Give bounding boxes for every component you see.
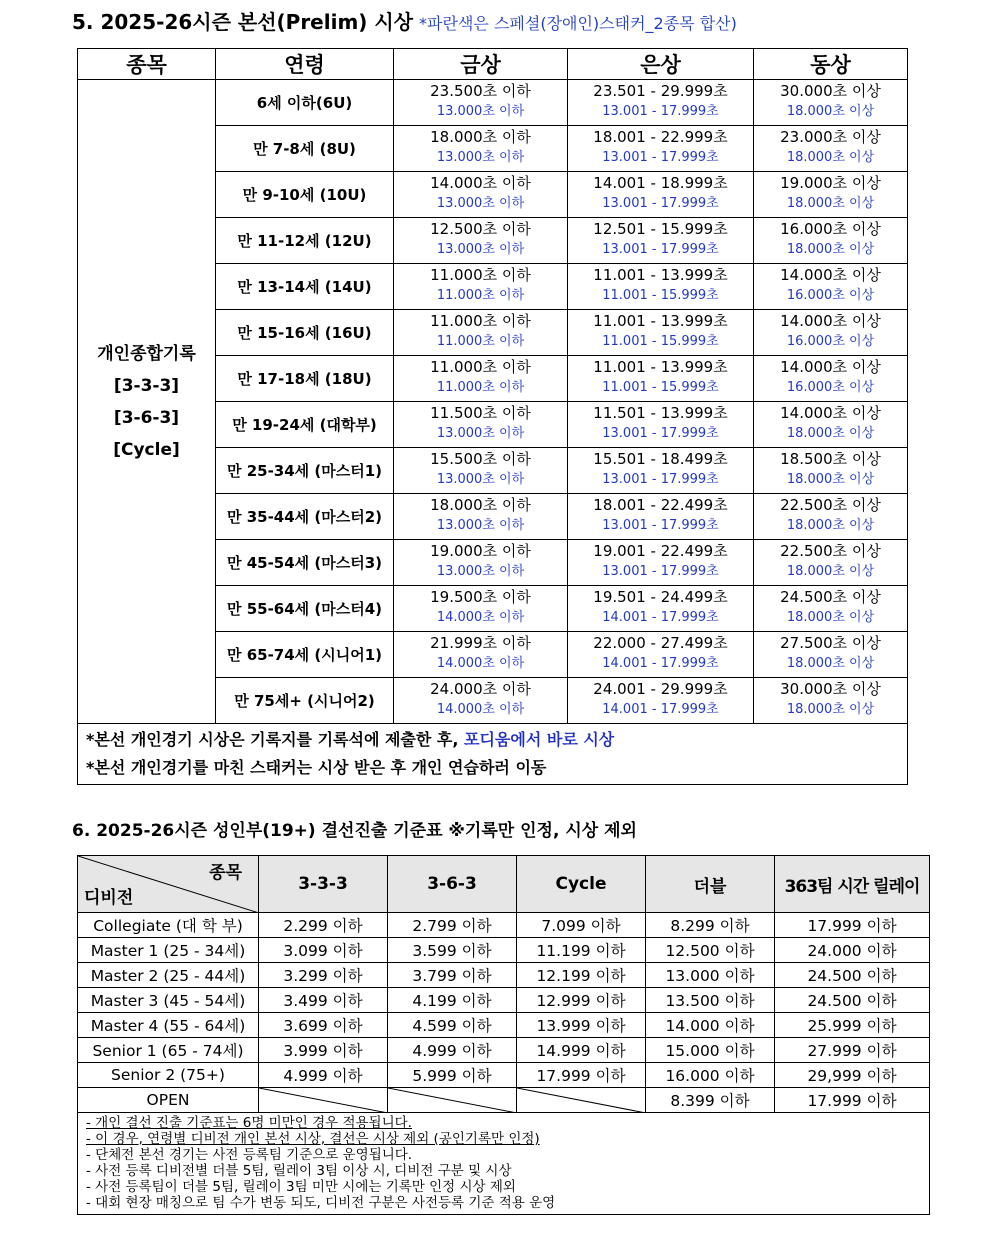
bronze-award-special-time: 16.000초 이상 <box>786 380 875 395</box>
event-category <box>78 80 216 724</box>
cutoff-333: 3.999 이하 <box>259 1038 388 1063</box>
section5-title <box>72 6 737 35</box>
bronze-award-special-time: 18.000초 이상 <box>786 196 875 211</box>
gold-award-time: 12.500초 이하 <box>430 220 531 238</box>
blank-cell <box>259 1088 388 1113</box>
section6-title: 6. 2025-26시즌 성인부(19+) 결선진출 기준표 ※기록만 인정, 시상 제외 <box>72 821 637 841</box>
bronze-award-cell <box>754 264 908 310</box>
gold-award-special-time: 14.000초 이하 <box>436 610 525 625</box>
cutoff-333: 3.499 이하 <box>259 988 388 1013</box>
bronze-award-time: 30.000초 이상 <box>780 680 881 698</box>
bronze-award-cell <box>754 172 908 218</box>
cutoff-relay: 29,999 이하 <box>775 1063 930 1088</box>
silver-award-time: 24.001 - 29.999초 <box>593 680 728 698</box>
open-double: 8.399 이하 <box>646 1088 775 1113</box>
header-double: 더블 <box>646 856 775 913</box>
finals-qualification-table <box>77 855 930 1215</box>
silver-award-special-time: 13.001 - 17.999초 <box>602 518 719 533</box>
finals-header-row <box>78 856 930 913</box>
division-name: Master 1 (25 - 34세) <box>78 938 259 963</box>
silver-award-special-time: 14.001 - 17.999초 <box>602 702 719 717</box>
gold-award-time: 21.999초 이하 <box>430 634 531 652</box>
silver-award-time: 12.501 - 15.999초 <box>593 220 728 238</box>
corner-division-label: 디비전 <box>84 888 134 908</box>
gold-award-cell <box>394 448 568 494</box>
silver-award-time: 11.501 - 13.999초 <box>593 404 728 422</box>
prelim-footer-row <box>78 724 908 785</box>
cutoff-363: 4.999 이하 <box>388 1038 517 1063</box>
cutoff-double: 8.299 이하 <box>646 913 775 938</box>
silver-award-cell <box>568 540 754 586</box>
cutoff-333: 3.299 이하 <box>259 963 388 988</box>
cutoff-363: 3.799 이하 <box>388 963 517 988</box>
cutoff-cycle: 14.999 이하 <box>517 1038 646 1063</box>
gold-award-time: 18.000초 이하 <box>430 496 531 514</box>
gold-award-time: 19.500초 이하 <box>430 588 531 606</box>
gold-award-time: 11.000초 이하 <box>430 312 531 330</box>
bronze-award-time: 14.000초 이상 <box>780 312 881 330</box>
cutoff-double: 16.000 이하 <box>646 1063 775 1088</box>
silver-award-special-time: 11.001 - 15.999초 <box>602 334 719 349</box>
bronze-award-time: 30.000초 이상 <box>780 82 881 100</box>
gold-award-special-time: 11.000초 이하 <box>436 334 525 349</box>
silver-award-cell <box>568 678 754 724</box>
note-6: - 대회 현장 매칭으로 팀 수가 변동 되도, 디비전 구분은 사전등록 기준 적용 운영 <box>86 1195 556 1211</box>
division-name: Master 3 (45 - 54세) <box>78 988 259 1013</box>
section5-title-text: 5. 2025-26시즌 본선(Prelim) 시상 <box>72 10 414 34</box>
prelim-footer <box>78 724 908 785</box>
event-category-line: 개인종합기록 <box>97 343 196 364</box>
silver-award-special-time: 13.001 - 17.999초 <box>602 426 719 441</box>
bronze-award-time: 14.000초 이상 <box>780 358 881 376</box>
gold-award-cell <box>394 632 568 678</box>
note-5: - 사전 등록팀이 더블 5팀, 릴레이 3팀 미만 시에는 기록만 인정 시상 제외 <box>86 1179 516 1195</box>
silver-award-special-time: 13.001 - 17.999초 <box>602 104 719 119</box>
bronze-award-time: 19.000초 이상 <box>780 174 881 192</box>
gold-award-cell <box>394 264 568 310</box>
silver-award-special-time: 13.001 - 17.999초 <box>602 242 719 257</box>
gold-award-special-time: 13.000초 이하 <box>436 472 525 487</box>
age-group: 만 13-14세 (14U) <box>216 264 394 310</box>
header-event: 종목 <box>78 49 216 80</box>
cutoff-363: 4.199 이하 <box>388 988 517 1013</box>
section5-note: *파란색은 스페셜(장애인)스태커_2종목 합산) <box>419 14 737 33</box>
blank-cell <box>388 1088 517 1113</box>
prelim-header-row <box>78 49 908 80</box>
cutoff-relay: 24.000 이하 <box>775 938 930 963</box>
gold-award-cell <box>394 586 568 632</box>
gold-award-time: 18.000초 이하 <box>430 128 531 146</box>
bronze-award-special-time: 16.000초 이상 <box>786 288 875 303</box>
gold-award-special-time: 13.000초 이하 <box>436 242 525 257</box>
silver-award-cell <box>568 402 754 448</box>
silver-award-special-time: 14.001 - 17.999초 <box>602 656 719 671</box>
division-row <box>78 1063 930 1088</box>
cutoff-cycle: 7.099 이하 <box>517 913 646 938</box>
cutoff-333: 3.699 이하 <box>259 1013 388 1038</box>
silver-award-time: 23.501 - 29.999초 <box>593 82 728 100</box>
silver-award-cell <box>568 586 754 632</box>
footer-note-1: *본선 개인경기 시상은 기록지를 기록석에 제출한 후, 포디움에서 바로 시상 <box>86 730 615 749</box>
gold-award-cell <box>394 678 568 724</box>
bronze-award-time: 14.000초 이상 <box>780 404 881 422</box>
age-group: 만 19-24세 (대학부) <box>216 402 394 448</box>
gold-award-time: 11.500초 이하 <box>430 404 531 422</box>
bronze-award-special-time: 18.000초 이상 <box>786 242 875 257</box>
gold-award-special-time: 13.000초 이하 <box>436 518 525 533</box>
corner-header <box>78 856 259 913</box>
division-name: Master 2 (25 - 44세) <box>78 963 259 988</box>
age-group: 만 11-12세 (12U) <box>216 218 394 264</box>
event-category-line: [Cycle] <box>113 439 180 460</box>
cutoff-333: 2.299 이하 <box>259 913 388 938</box>
header-relay: 363팀 시간 릴레이 <box>775 856 930 913</box>
bronze-award-cell <box>754 310 908 356</box>
bronze-award-special-time: 18.000초 이상 <box>786 150 875 165</box>
header-333: 3-3-3 <box>259 856 388 913</box>
note-1: - 개인 결선 진출 기준표는 6명 미만인 경우 적용됩니다. <box>86 1115 412 1131</box>
header-cycle: Cycle <box>517 856 646 913</box>
gold-award-cell <box>394 172 568 218</box>
gold-award-time: 24.000초 이하 <box>430 680 531 698</box>
bronze-award-special-time: 18.000초 이상 <box>786 564 875 579</box>
bronze-award-special-time: 18.000초 이상 <box>786 426 875 441</box>
silver-award-time: 11.001 - 13.999초 <box>593 312 728 330</box>
silver-award-cell <box>568 218 754 264</box>
cutoff-relay: 24.500 이하 <box>775 963 930 988</box>
gold-award-special-time: 13.000초 이하 <box>436 426 525 441</box>
gold-award-cell <box>394 494 568 540</box>
bronze-award-cell <box>754 540 908 586</box>
bronze-award-cell <box>754 126 908 172</box>
bronze-award-cell <box>754 402 908 448</box>
division-name: Master 4 (55 - 64세) <box>78 1013 259 1038</box>
silver-award-time: 22.000 - 27.499초 <box>593 634 728 652</box>
division-row <box>78 1038 930 1063</box>
gold-award-cell <box>394 80 568 126</box>
cutoff-cycle: 12.999 이하 <box>517 988 646 1013</box>
silver-award-special-time: 11.001 - 15.999초 <box>602 380 719 395</box>
division-row <box>78 913 930 938</box>
header-age: 연령 <box>216 49 394 80</box>
cutoff-double: 14.000 이하 <box>646 1013 775 1038</box>
bronze-award-time: 22.500초 이상 <box>780 496 881 514</box>
silver-award-cell <box>568 310 754 356</box>
prelim-row <box>78 80 908 126</box>
prelim-award-table <box>77 48 908 785</box>
notes-row <box>78 1113 930 1215</box>
footer-note-1-highlight: 포디움에서 바로 시상 <box>464 730 615 749</box>
division-row <box>78 938 930 963</box>
bronze-award-special-time: 18.000초 이상 <box>786 610 875 625</box>
cutoff-363: 3.599 이하 <box>388 938 517 963</box>
silver-award-special-time: 13.001 - 17.999초 <box>602 472 719 487</box>
gold-award-time: 11.000초 이하 <box>430 358 531 376</box>
gold-award-special-time: 14.000초 이하 <box>436 702 525 717</box>
gold-award-special-time: 13.000초 이하 <box>436 564 525 579</box>
silver-award-time: 11.001 - 13.999초 <box>593 358 728 376</box>
cutoff-relay: 24.500 이하 <box>775 988 930 1013</box>
cutoff-relay: 17.999 이하 <box>775 913 930 938</box>
cutoff-363: 2.799 이하 <box>388 913 517 938</box>
silver-award-cell <box>568 172 754 218</box>
bronze-award-special-time: 18.000초 이상 <box>786 472 875 487</box>
bronze-award-time: 18.500초 이상 <box>780 450 881 468</box>
age-group: 만 17-18세 (18U) <box>216 356 394 402</box>
cutoff-relay: 25.999 이하 <box>775 1013 930 1038</box>
silver-award-cell <box>568 264 754 310</box>
silver-award-time: 19.001 - 22.499초 <box>593 542 728 560</box>
cutoff-cycle: 11.199 이하 <box>517 938 646 963</box>
silver-award-time: 18.001 - 22.499초 <box>593 496 728 514</box>
bronze-award-cell <box>754 356 908 402</box>
cutoff-relay: 27.999 이하 <box>775 1038 930 1063</box>
division-row <box>78 1013 930 1038</box>
age-group: 만 65-74세 (시니어1) <box>216 632 394 678</box>
header-silver: 은상 <box>568 49 754 80</box>
cutoff-cycle: 12.199 이하 <box>517 963 646 988</box>
cutoff-333: 3.099 이하 <box>259 938 388 963</box>
age-group: 만 55-64세 (마스터4) <box>216 586 394 632</box>
division-name: Senior 2 (75+) <box>78 1063 259 1088</box>
cutoff-333: 4.999 이하 <box>259 1063 388 1088</box>
silver-award-cell <box>568 448 754 494</box>
bronze-award-cell <box>754 80 908 126</box>
gold-award-time: 19.000초 이하 <box>430 542 531 560</box>
bronze-award-cell <box>754 218 908 264</box>
blank-cell <box>517 1088 646 1113</box>
gold-award-time: 11.000초 이하 <box>430 266 531 284</box>
footer-note-2: *본선 개인경기를 마친 스태커는 시상 받은 후 개인 연습하러 이동 <box>86 758 547 777</box>
gold-award-cell <box>394 356 568 402</box>
gold-award-cell <box>394 402 568 448</box>
gold-award-cell <box>394 218 568 264</box>
age-group: 만 9-10세 (10U) <box>216 172 394 218</box>
silver-award-time: 15.501 - 18.499초 <box>593 450 728 468</box>
bronze-award-time: 27.500초 이상 <box>780 634 881 652</box>
bronze-award-time: 23.000초 이상 <box>780 128 881 146</box>
gold-award-cell <box>394 126 568 172</box>
silver-award-time: 19.501 - 24.499초 <box>593 588 728 606</box>
gold-award-special-time: 14.000초 이하 <box>436 656 525 671</box>
silver-award-cell <box>568 80 754 126</box>
bronze-award-time: 24.500초 이상 <box>780 588 881 606</box>
cutoff-double: 15.000 이하 <box>646 1038 775 1063</box>
silver-award-special-time: 13.001 - 17.999초 <box>602 196 719 211</box>
age-group: 6세 이하(6U) <box>216 80 394 126</box>
bronze-award-time: 16.000초 이상 <box>780 220 881 238</box>
bronze-award-special-time: 18.000초 이상 <box>786 656 875 671</box>
open-relay: 17.999 이하 <box>775 1088 930 1113</box>
gold-award-time: 14.000초 이하 <box>430 174 531 192</box>
silver-award-cell <box>568 632 754 678</box>
cutoff-double: 13.500 이하 <box>646 988 775 1013</box>
bronze-award-cell <box>754 448 908 494</box>
bronze-award-cell <box>754 632 908 678</box>
cutoff-cycle: 17.999 이하 <box>517 1063 646 1088</box>
cutoff-363: 4.599 이하 <box>388 1013 517 1038</box>
gold-award-cell <box>394 540 568 586</box>
bronze-award-time: 22.500초 이상 <box>780 542 881 560</box>
bronze-award-cell <box>754 586 908 632</box>
event-category-line: [3-3-3] <box>113 375 180 396</box>
silver-award-special-time: 14.001 - 17.999초 <box>602 610 719 625</box>
gold-award-special-time: 13.000초 이하 <box>436 104 525 119</box>
bronze-award-special-time: 18.000초 이상 <box>786 518 875 533</box>
silver-award-time: 14.001 - 18.999초 <box>593 174 728 192</box>
gold-award-special-time: 11.000초 이하 <box>436 380 525 395</box>
bronze-award-special-time: 18.000초 이상 <box>786 702 875 717</box>
open-row <box>78 1088 930 1113</box>
bronze-award-cell <box>754 678 908 724</box>
gold-award-special-time: 11.000초 이하 <box>436 288 525 303</box>
header-363: 3-6-3 <box>388 856 517 913</box>
age-group: 만 25-34세 (마스터1) <box>216 448 394 494</box>
silver-award-time: 11.001 - 13.999초 <box>593 266 728 284</box>
bronze-award-time: 14.000초 이상 <box>780 266 881 284</box>
cutoff-363: 5.999 이하 <box>388 1063 517 1088</box>
silver-award-special-time: 13.001 - 17.999초 <box>602 150 719 165</box>
bronze-award-special-time: 16.000초 이상 <box>786 334 875 349</box>
cutoff-double: 12.500 이하 <box>646 938 775 963</box>
silver-award-special-time: 11.001 - 15.999초 <box>602 288 719 303</box>
notes-cell <box>78 1113 930 1215</box>
division-name: Senior 1 (65 - 74세) <box>78 1038 259 1063</box>
note-4: - 사전 등록 디비전별 더블 5팀, 릴레이 3팀 이상 시, 디비전 구분 및 시상 <box>86 1163 512 1179</box>
event-category-line: [3-6-3] <box>113 407 180 428</box>
gold-award-time: 23.500초 이하 <box>430 82 531 100</box>
bronze-award-cell <box>754 494 908 540</box>
silver-award-special-time: 13.001 - 17.999초 <box>602 564 719 579</box>
header-bronze: 동상 <box>754 49 908 80</box>
bronze-award-special-time: 18.000초 이상 <box>786 104 875 119</box>
age-group: 만 35-44세 (마스터2) <box>216 494 394 540</box>
gold-award-time: 15.500초 이하 <box>430 450 531 468</box>
cutoff-double: 13.000 이하 <box>646 963 775 988</box>
gold-award-cell <box>394 310 568 356</box>
header-gold: 금상 <box>394 49 568 80</box>
silver-award-cell <box>568 494 754 540</box>
age-group: 만 45-54세 (마스터3) <box>216 540 394 586</box>
cutoff-cycle: 13.999 이하 <box>517 1013 646 1038</box>
age-group: 만 7-8세 (8U) <box>216 126 394 172</box>
gold-award-special-time: 13.000초 이하 <box>436 150 525 165</box>
note-2: - 이 경우, 연령별 디비전 개인 본선 시상, 결선은 시상 제외 (공인기록만 인정) <box>86 1131 540 1147</box>
open-division: OPEN <box>78 1088 259 1113</box>
division-row <box>78 963 930 988</box>
silver-award-cell <box>568 126 754 172</box>
note-3: - 단체전 본선 경기는 사전 등록팀 기준으로 운영됩니다. <box>86 1147 413 1163</box>
gold-award-special-time: 13.000초 이하 <box>436 196 525 211</box>
division-name: Collegiate (대 학 부) <box>78 913 259 938</box>
silver-award-time: 18.001 - 22.999초 <box>593 128 728 146</box>
corner-event-label: 종목 <box>209 863 242 883</box>
division-row <box>78 988 930 1013</box>
age-group: 만 15-16세 (16U) <box>216 310 394 356</box>
silver-award-cell <box>568 356 754 402</box>
age-group: 만 75세+ (시니어2) <box>216 678 394 724</box>
